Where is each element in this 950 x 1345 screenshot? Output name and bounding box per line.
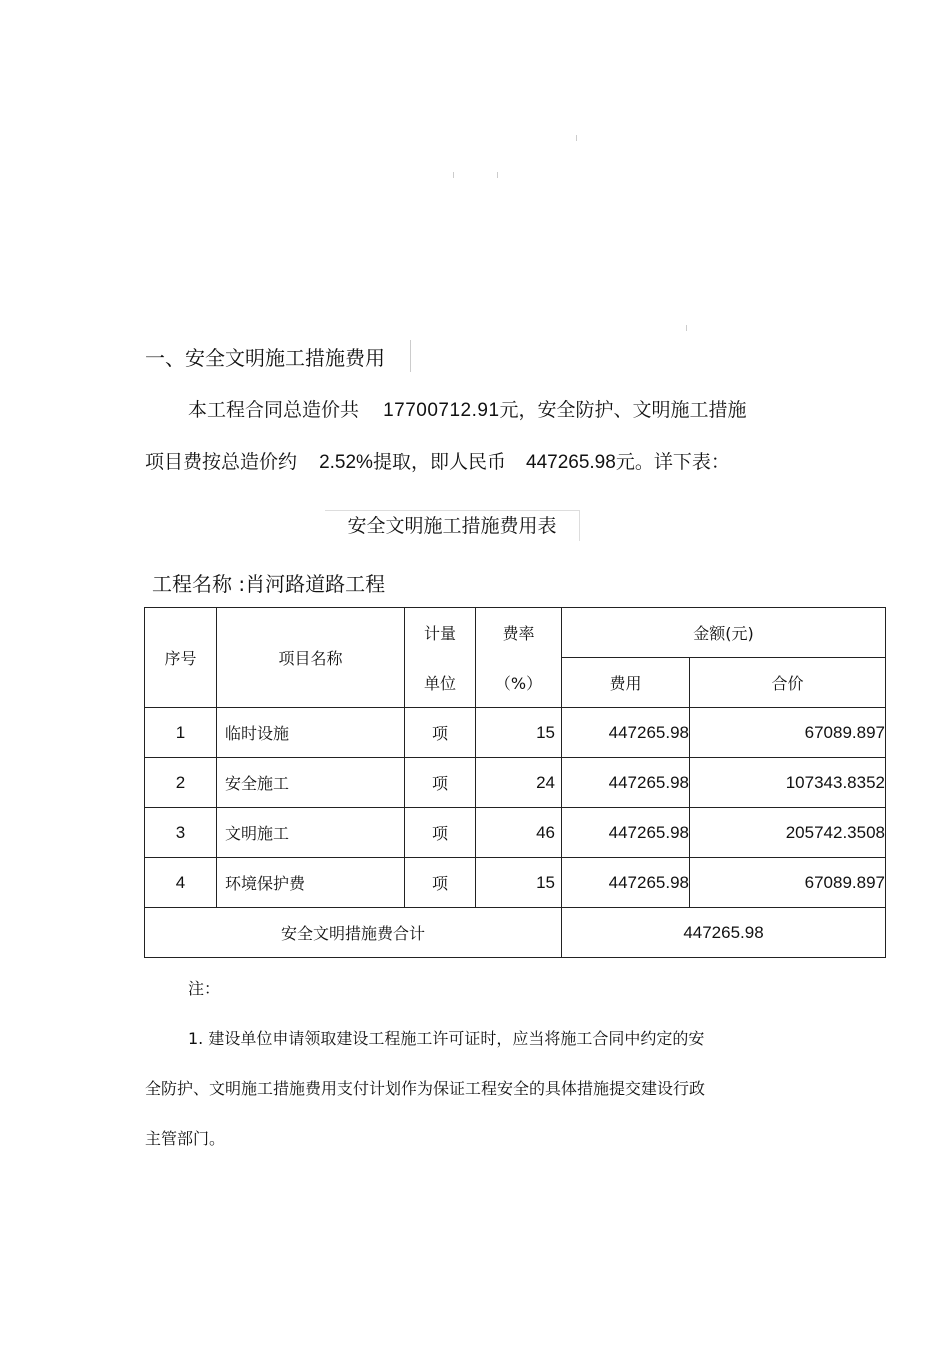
- notes-label: 注：: [188, 979, 221, 998]
- row-seq: 3: [145, 808, 217, 858]
- sum-row: [145, 908, 886, 958]
- row-fee: 447265.98: [562, 808, 690, 858]
- sum-value: 447265.98: [562, 908, 886, 958]
- table-row: [145, 808, 886, 858]
- row-fee: 447265.98: [562, 758, 690, 808]
- table-row: [145, 858, 886, 908]
- row-item: 安全施工: [217, 758, 405, 808]
- header-unit-top: 计量: [405, 608, 476, 658]
- row-total: 67089.897: [690, 708, 886, 758]
- scan-speck: [686, 325, 687, 331]
- intro-line-2: [145, 447, 730, 474]
- row-total: 107343.8352: [690, 758, 886, 808]
- intro-line1-suffix: 元，安全防护、文明施工措施: [499, 399, 747, 421]
- row-total: 205742.3508: [690, 808, 886, 858]
- table-row: [145, 758, 886, 808]
- row-item: 环境保护费: [217, 858, 405, 908]
- row-seq: 4: [145, 858, 217, 908]
- table-title: 安全文明施工措施费用表: [325, 510, 580, 541]
- intro-line1-prefix: 本工程合同总造价共: [188, 399, 360, 421]
- header-amount: 金额(元): [562, 608, 886, 658]
- note-1-line-2: 全防护、文明施工措施费用支付计划作为保证工程安全的具体措施提交建设行政: [145, 1079, 706, 1098]
- note-1-line-1: 1. 建设单位申请领取建设工程施工许可证时，应当将施工合同中约定的安: [188, 1029, 705, 1048]
- rate-value: 2.52%: [319, 452, 373, 473]
- row-unit: 项: [405, 858, 476, 908]
- scan-speck: [576, 135, 577, 141]
- header-fee: 费用: [562, 658, 690, 708]
- scan-speck: [453, 172, 454, 178]
- heading-divider: [410, 340, 411, 372]
- row-seq: 2: [145, 758, 217, 808]
- note-1-line-3: 主管部门。: [145, 1129, 226, 1148]
- project-name: 工程名称 :肖河路道路工程: [152, 572, 386, 596]
- sum-label: 安全文明措施费合计: [145, 908, 562, 958]
- row-unit: 项: [405, 808, 476, 858]
- intro-line2-prefix: 项目费按总造价约: [145, 451, 298, 473]
- header-total: 合价: [690, 658, 886, 708]
- row-item: 文明施工: [217, 808, 405, 858]
- header-rate-top: 费率: [476, 608, 562, 658]
- row-unit: 项: [405, 708, 476, 758]
- fee-amount: 447265.98: [526, 452, 616, 473]
- row-fee: 447265.98: [562, 708, 690, 758]
- row-total: 67089.897: [690, 858, 886, 908]
- row-unit: 项: [405, 758, 476, 808]
- row-rate: 46: [476, 808, 562, 858]
- row-fee: 447265.98: [562, 858, 690, 908]
- intro-line2-mid: 提取，即人民币: [372, 451, 506, 473]
- header-item: 项目名称: [217, 608, 405, 708]
- header-rate-bottom: （%）: [476, 658, 562, 708]
- header-seq: 序号: [145, 608, 217, 708]
- intro-line2-suffix: 元。详下表：: [615, 451, 730, 473]
- row-rate: 15: [476, 858, 562, 908]
- header-unit-bottom: 单位: [405, 658, 476, 708]
- row-rate: 24: [476, 758, 562, 808]
- section-heading: 一、安全文明施工措施费用: [145, 346, 385, 370]
- fee-table: [144, 607, 886, 958]
- scan-speck: [497, 172, 498, 178]
- row-rate: 15: [476, 708, 562, 758]
- total-amount: 17700712.91: [383, 400, 500, 421]
- row-seq: 1: [145, 708, 217, 758]
- row-item: 临时设施: [217, 708, 405, 758]
- table-row: [145, 708, 886, 758]
- intro-line-1: [188, 395, 747, 422]
